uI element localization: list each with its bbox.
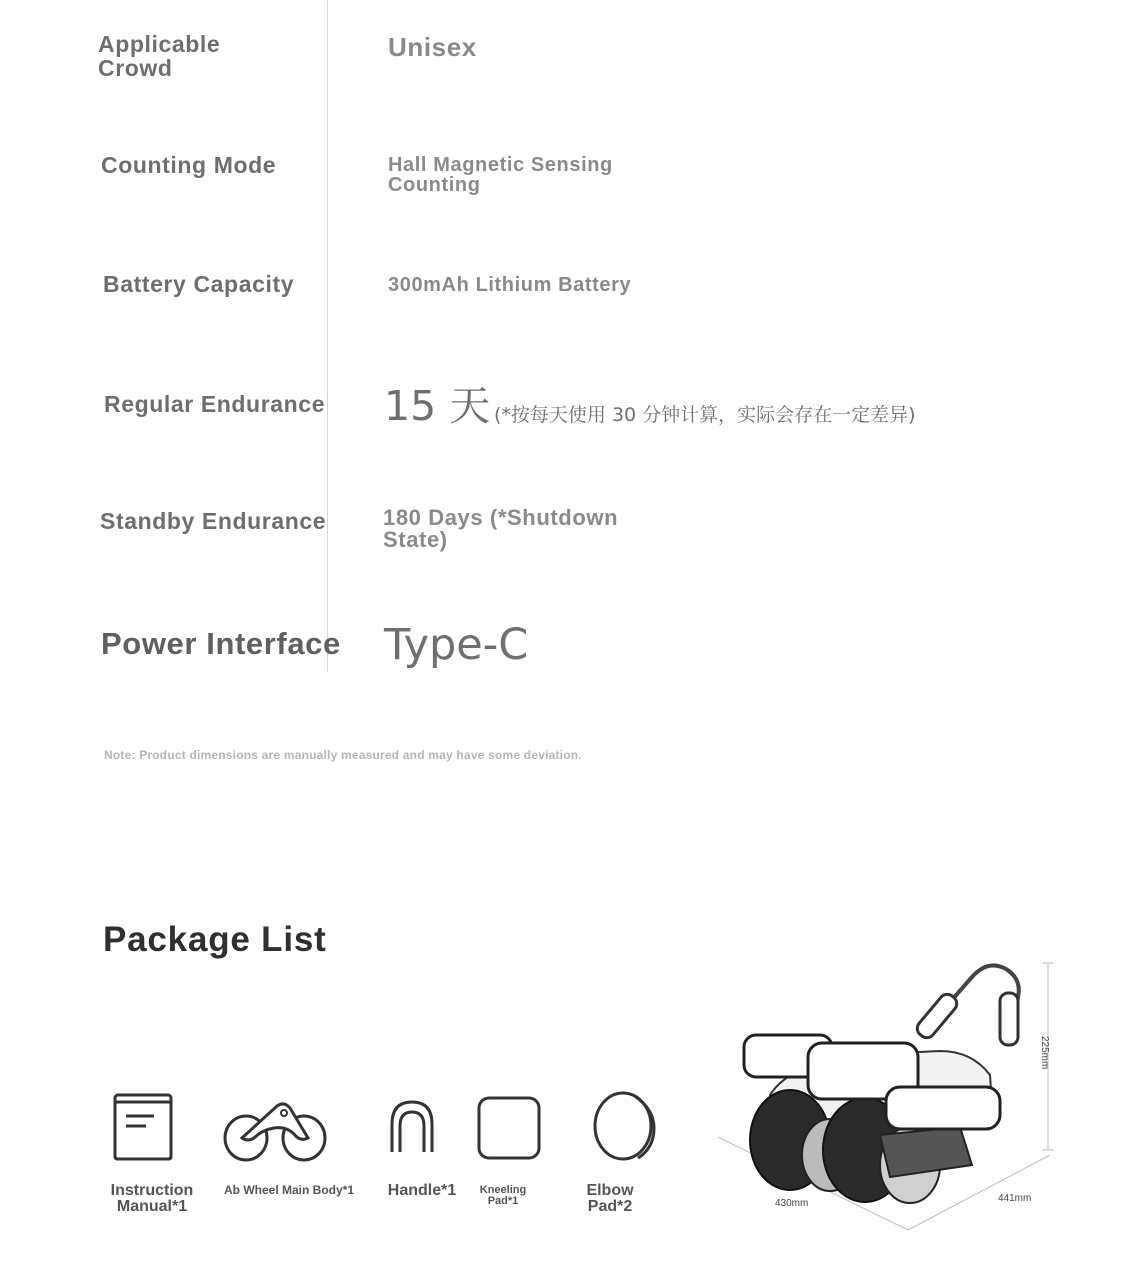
dimension-length-label: 430mm [775, 1198, 809, 1209]
spec-label-standby-endurance: Standby Endurance [100, 508, 327, 534]
package-item-label: Instruction Manual*1 [110, 1182, 194, 1215]
spec-value-standby-endurance: 180 Days (*Shutdown State) [383, 505, 619, 552]
spec-value-battery-capacity: 300mAh Lithium Battery [388, 274, 632, 296]
spec-label-regular-endurance: Regular Endurance [104, 391, 326, 417]
kneeling-pad-icon [477, 1096, 541, 1160]
ab-wheel-icon [222, 1098, 330, 1164]
manual-icon [112, 1093, 174, 1163]
package-item-label: Handle*1 [387, 1182, 457, 1199]
spec-label-power-interface: Power Interface [101, 626, 341, 661]
spec-label-applicable-crowd: Applicable Crowd [98, 31, 221, 81]
handle-icon [388, 1100, 436, 1156]
spec-label-counting-mode: Counting Mode [101, 152, 277, 178]
spec-value-power-interface: Type-C [384, 620, 529, 670]
spec-value-regular-endurance: 15 天 [384, 382, 491, 430]
package-list-title: Package List [103, 920, 327, 959]
elbow-pad-icon [592, 1090, 656, 1162]
spec-label-battery-capacity: Battery Capacity [103, 271, 295, 297]
package-item-label: Ab Wheel Main Body*1 [223, 1183, 354, 1197]
spec-value-regular-endurance-note: (*按每天使用 30 分钟计算，实际会存在一定差异) [494, 404, 916, 426]
package-item-label: Kneeling Pad*1 [479, 1184, 527, 1207]
column-divider [327, 0, 328, 672]
dimension-note: Note: Product dimensions are manually measured and may have some deviation. [104, 748, 582, 762]
spec-value-applicable-crowd: Unisex [388, 32, 477, 62]
dimension-height-label: 225mm [1039, 1036, 1050, 1070]
package-item-label: Elbow Pad*2 [586, 1182, 634, 1215]
spec-value-counting-mode: Hall Magnetic Sensing Counting [388, 154, 613, 196]
dimension-width-label: 441mm [998, 1193, 1032, 1204]
